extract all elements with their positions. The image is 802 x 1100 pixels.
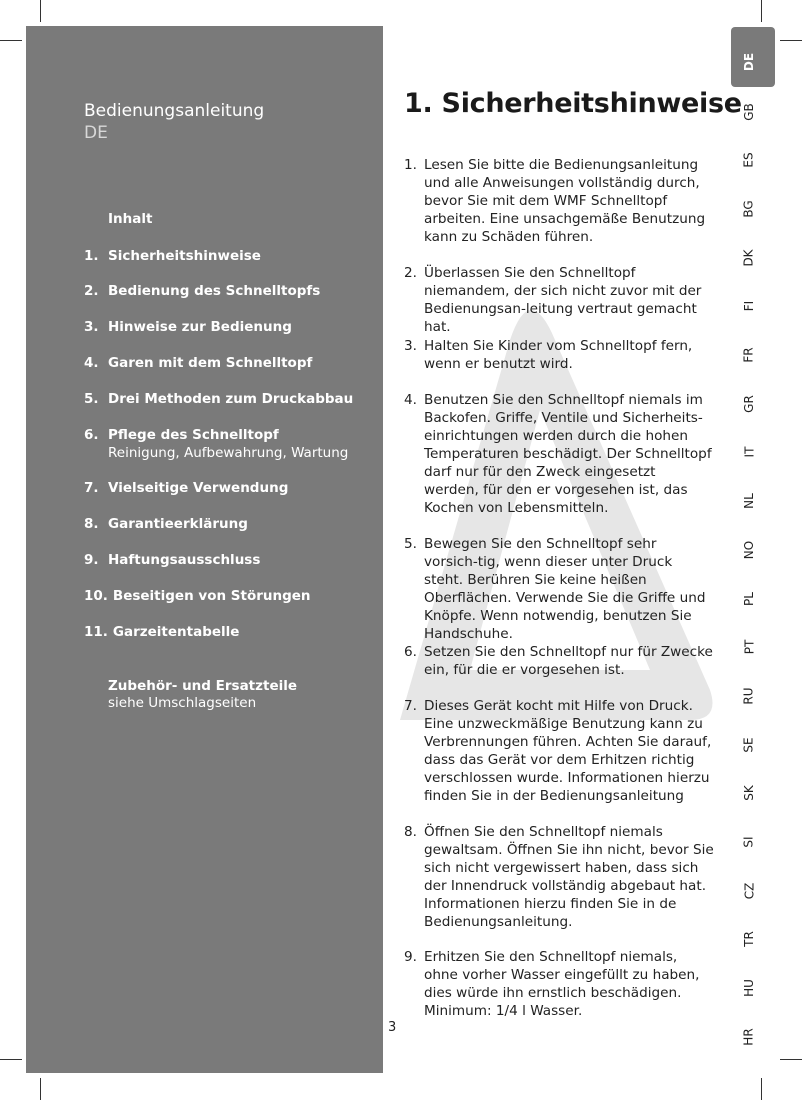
page-number: 3	[388, 1020, 397, 1035]
table-of-contents-panel	[26, 26, 383, 1073]
toc-item[interactable]: 6. Pflege des Schnelltopf Reinigung, Aufbewahrung, Wartung	[84, 426, 379, 462]
language-tab-ru[interactable]: RU	[742, 687, 756, 705]
safety-item: 3. Halten Sie Kinder vom Schnelltopf fern, wenn er benutzt wird.	[404, 338, 693, 372]
language-tab-hu[interactable]: HU	[742, 979, 756, 997]
safety-item: 2. Überlassen Sie den Schnelltopf niemandem, der sich nicht zuvor mit der Bedienungsan-leitung vertraut gemacht hat.	[404, 265, 702, 335]
toc-subitem: Reinigung, Aufbewahrung, Wartung	[108, 445, 349, 461]
crop-mark	[780, 1059, 802, 1060]
toc-item[interactable]: 9. Haftungsausschluss	[84, 552, 261, 568]
language-tab-sk[interactable]: SK	[742, 785, 756, 801]
safety-item: 7. Dieses Gerät kocht mit Hilfe von Druck. Eine unzweckmäßige Benutzung kann zu Verbrennungen führen. Achten Sie darauf, dass das Gerät vor dem Erhitzen richtig verschlossen wurde. Informationen hierzu finden Sie in der Bedienungsanleitung	[404, 698, 712, 804]
language-tab-hr[interactable]: HR	[742, 1028, 756, 1046]
toc-item[interactable]: 8. Garantieerklärung	[84, 516, 248, 532]
language-tab-se[interactable]: SE	[741, 737, 756, 753]
crop-mark	[0, 40, 22, 41]
toc-item[interactable]: 1. Sicherheitshinweise	[84, 248, 261, 264]
crop-mark	[40, 0, 41, 22]
language-tab-it[interactable]: IT	[742, 446, 756, 458]
document-language: DE	[84, 123, 108, 143]
crop-mark	[761, 0, 762, 22]
language-tab-si[interactable]: SI	[742, 836, 756, 848]
language-tab-es[interactable]: ES	[741, 152, 756, 168]
language-tab-pt[interactable]: PT	[741, 639, 756, 655]
toc-item[interactable]: 3. Hinweise zur Bedienung	[84, 319, 292, 335]
language-tab-de[interactable]: DE	[742, 52, 757, 72]
language-tab-fi[interactable]: FI	[741, 300, 756, 312]
toc-heading: Inhalt	[108, 211, 153, 227]
language-tab-nl[interactable]: NL	[741, 493, 756, 509]
toc-item[interactable]: 2. Bedienung des Schnelltopfs	[84, 283, 321, 299]
language-tab-dk[interactable]: DK	[741, 249, 756, 267]
safety-item: 9. Erhitzen Sie den Schnelltopf niemals, ohne vorher Wasser eingefüllt zu haben, dies würde ihn ernstlich beschädigen. Minimum: 1/4 l Wasser.	[404, 949, 700, 1019]
document-title: Bedienungsanleitung	[84, 101, 265, 121]
toc-item[interactable]: 11. Garzeitentabelle	[84, 624, 240, 640]
safety-item: 8. Öffnen Sie den Schnelltopf niemals gewaltsam. Öffnen Sie ihn nicht, bevor Sie sich nicht vergewissert haben, dass sich der Innendruck vollständig abgebaut hat. Informationen hierzu finden Sie in de Bedienungsanleitung.	[404, 824, 714, 930]
language-tab-no[interactable]: NO	[742, 540, 757, 560]
language-tab-tr[interactable]: TR	[741, 931, 756, 947]
crop-mark	[40, 1078, 41, 1100]
toc-item[interactable]: 7. Vielseitige Verwendung	[84, 480, 289, 496]
toc-item[interactable]: 10. Beseitigen von Störungen	[84, 588, 311, 604]
language-tab-fr[interactable]: FR	[742, 347, 756, 363]
accessories-reference: siehe Umschlagseiten	[108, 695, 257, 711]
crop-mark	[0, 1059, 22, 1060]
language-tab-cz[interactable]: CZ	[741, 882, 756, 900]
language-tab-gb[interactable]: GB	[742, 103, 756, 121]
crop-mark	[780, 40, 802, 41]
language-tab-pl[interactable]: PL	[741, 592, 756, 606]
toc-item[interactable]: 5. Drei Methoden zum Druckabbau	[84, 391, 354, 407]
section-heading: 1. Sicherheitshinweise	[404, 88, 742, 119]
safety-item: 1. Lesen Sie bitte die Bedienungsanleitung und alle Anweisungen vollständig durch, bevor Sie mit dem WMF Schnelltopf arbeiten. Eine unsachgemäße Benutzung kann zu Schäden führen.	[404, 157, 706, 245]
language-tab-bg[interactable]: BG	[741, 200, 756, 218]
accessories-note	[108, 678, 297, 712]
crop-mark	[761, 1078, 762, 1100]
safety-item: 5. Bewegen Sie den Schnelltopf sehr vorsich-tig, wenn dieser unter Druck steht. Berühren Sie keine heißen Oberflächen. Verwende Sie die Griffe und Knöpfe. Wenn notwendig, benutzen Sie Handschuhe.	[404, 536, 706, 642]
toc-item[interactable]: 4. Garen mit dem Schnelltopf	[84, 355, 313, 371]
language-tab-gr[interactable]: GR	[741, 395, 756, 413]
safety-item: 6. Setzen Sie den Schnelltopf nur für Zwecke ein, für die er vorgesehen ist.	[404, 644, 713, 678]
accessories-title: Zubehör- und Ersatzteile	[108, 678, 298, 694]
safety-item: 4. Benutzen Sie den Schnelltopf niemals im Backofen. Griffe, Ventile und Sicherheits-einrichtungen werden durch die hohen Temperaturen beschädigt. Der Schnelltopf darf nur für den Zweck eingesetzt werden, für den er vorgesehen ist, das Kochen von Lebensmitteln.	[404, 392, 712, 516]
